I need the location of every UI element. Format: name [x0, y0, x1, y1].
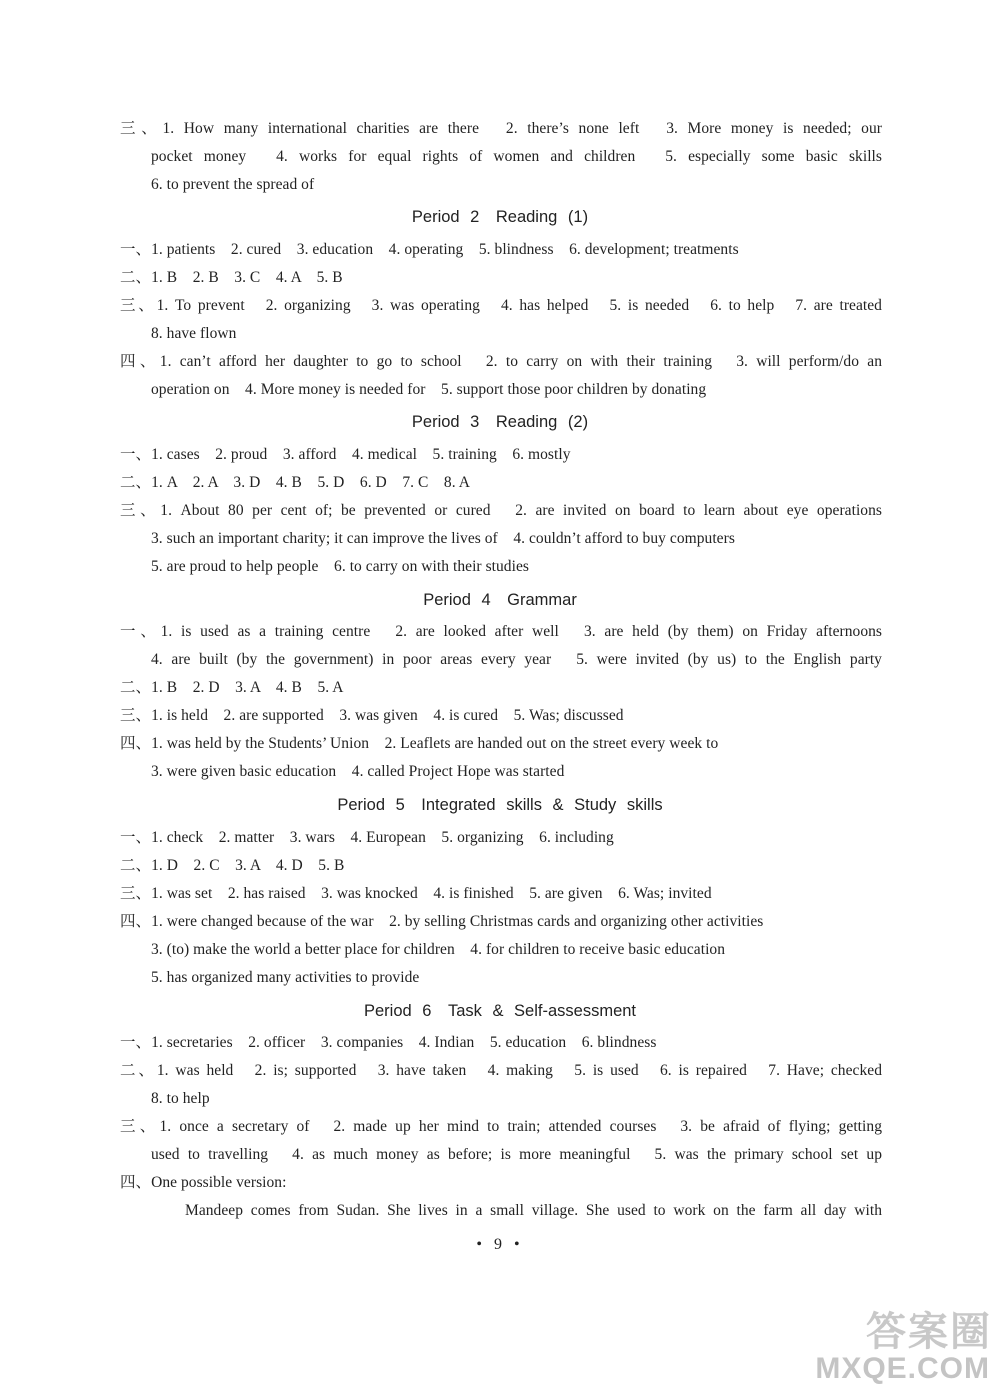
watermark-text: 答案圈: [866, 1309, 992, 1355]
section-heading: Period 6 Task & Self-assessment: [363, 1002, 637, 1020]
answer-line: 6. to prevent the spread of: [151, 176, 315, 193]
answer-line: 一、1. check 2. matter 3. wars 4. European 5. organizing 6. including: [120, 829, 614, 846]
answer-line: 三、1. To prevent 2. organizing 3. was operating 4. has helped 5. is needed 6. to help 7. are treated: [120, 297, 882, 314]
answer-line: 四、1. were changed because of the war 2. by selling Christmas cards and organizing other activities: [120, 913, 764, 930]
answer-line: 3. were given basic education 4. called Project Hope was started: [151, 763, 565, 780]
essay-line: Mandeep comes from Sudan. She lives in a small village. She used to work on the farm all day with: [185, 1202, 882, 1219]
section-heading: Period 3 Reading (2): [411, 413, 589, 431]
answer-line: 二、1. was held 2. is; supported 3. have taken 4. making 5. is used 6. is repaired 7. Have; checked: [120, 1062, 882, 1079]
answer-line: 二、1. B 2. B 3. C 4. A 5. B: [120, 269, 343, 286]
answer-line: 5. are proud to help people 6. to carry on with their studies: [151, 558, 529, 575]
answer-line: 三、1. About 80 per cent of; be prevented or cured 2. are invited on board to learn about eye operations: [120, 502, 882, 519]
answer-line: 8. have flown: [151, 325, 237, 342]
answer-line: 三、1. was set 2. has raised 3. was knocked 4. is finished 5. are given 6. Was; invited: [120, 885, 712, 902]
answer-line: used to travelling 4. as much money as before; is more meaningful 5. was the primary school set up: [151, 1146, 882, 1163]
watermark-logo: [815, 1300, 1000, 1392]
answer-line: 三、1. How many international charities are there 2. there’s none left 3. More money is needed; our: [120, 120, 882, 137]
answer-line: 3. (to) make the world a better place for children 4. for children to receive basic education: [151, 941, 726, 958]
answer-line: 8. to help: [151, 1090, 210, 1107]
answer-line: 一、1. patients 2. cured 3. education 4. operating 5. blindness 6. development; treatments: [120, 241, 739, 258]
page-number: • 9 •: [476, 1236, 524, 1253]
answer-line: 二、1. A 2. A 3. D 4. B 5. D 6. D 7. C 8. A: [120, 474, 470, 491]
answer-line: 四、One possible version:: [120, 1174, 287, 1191]
answer-line: 四、1. can’t afford her daughter to go to school 2. to carry on with their training 3. will perform/do an: [120, 353, 882, 370]
answer-line: 一、1. cases 2. proud 3. afford 4. medical 5. training 6. mostly: [120, 446, 571, 463]
answer-line: 一、1. secretaries 2. officer 3. companies 4. Indian 5. education 6. blindness: [120, 1034, 657, 1051]
answer-line: 三、1. is held 2. are supported 3. was given 4. is cured 5. Was; discussed: [120, 707, 624, 724]
answer-line: 三、1. once a secretary of 2. made up her mind to train; attended courses 3. be afraid of flying; getting: [120, 1118, 882, 1135]
answer-line: operation on 4. More money is needed for 5. support those poor children by donating: [151, 381, 707, 398]
answer-line: pocket money 4. works for equal rights of women and children 5. especially some basic skills: [151, 148, 882, 165]
answer-line: 二、1. D 2. C 3. A 4. D 5. B: [120, 857, 345, 874]
section-heading: Period 5 Integrated skills & Study skills: [337, 796, 663, 814]
watermark-url: MXQE.COM: [815, 1352, 990, 1385]
answer-line: 3. such an important charity; it can improve the lives of 4. couldn’t afford to buy computers: [151, 530, 735, 547]
section-heading: Period 4 Grammar: [423, 591, 577, 609]
answer-line: 四、1. was held by the Students’ Union 2. Leaflets are handed out on the street every week to: [120, 735, 719, 752]
section-heading: Period 2 Reading (1): [411, 208, 589, 226]
answer-line: 4. are built (by the government) in poor areas every year 5. were invited (by us) to the English party: [151, 651, 882, 668]
answer-line: 一、1. is used as a training centre 2. are looked after well 3. are held (by them) on Friday afternoons: [120, 623, 882, 640]
answer-line: 二、1. B 2. D 3. A 4. B 5. A: [120, 679, 344, 696]
answer-line: 5. has organized many activities to provide: [151, 969, 420, 986]
